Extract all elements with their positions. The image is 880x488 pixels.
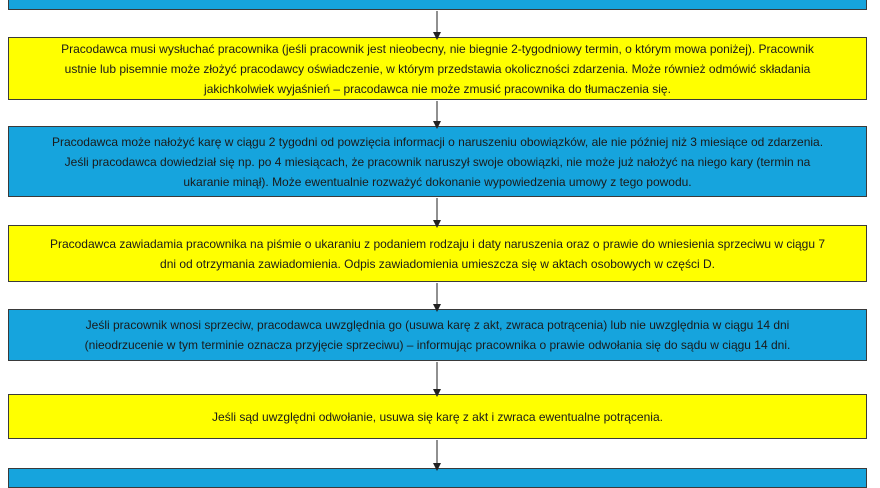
flow-step-court-appeal xyxy=(8,394,867,439)
flow-step-top-partial xyxy=(8,0,867,10)
step-text-line: Pracodawca może nałożyć karę w ciągu 2 tygodni od powzięcia informacji o naruszeniu obowiązków, ale nie później niż 3 miesiące od zdarzenia. xyxy=(51,134,824,149)
flow-step-deadline xyxy=(8,126,867,197)
step-text-line: Jeśli pracodawca dowiedział się np. po 4 miesiącach, że pracownik naruszył swoje obowiązki, nie może już nałożyć na niego kary (termin na xyxy=(64,154,811,169)
flow-step-objection xyxy=(8,309,867,361)
step-text-line: Jeśli pracownik wnosi sprzeciw, pracodawca uwzględnia go (usuwa karę z akt, zwraca potrącenia) lub nie uwzględnia w ciągu 14 dni xyxy=(85,318,790,332)
step-text-line: Pracodawca zawiadamia pracownika na piśmie o ukaraniu z podaniem rodzaju i daty naruszenia oraz o prawie do wniesienia sprzeciwu w ciągu 7 xyxy=(49,236,826,251)
flow-step-hearing xyxy=(8,37,867,100)
step-text-line: dni od otrzymania zawiadomienia. Odpis zawiadomienia umieszcza się w aktach osobowych w części D. xyxy=(160,256,715,271)
step-text-line: (nieodrzucenie w tym terminie oznacza przyjęcie sprzeciwu) – informując pracownika o prawie odwołania się do sądu w ciągu 14 dni. xyxy=(84,338,791,352)
flow-step-bottom-partial xyxy=(8,468,867,488)
flow-step-notification xyxy=(8,225,867,282)
step-text-line: ustnie lub pisemnie może złożyć pracodawcy oświadczenie, w którym przedstawia okoliczności zdarzenia. Może również odmówić składania xyxy=(64,61,811,76)
step-text-line: ukaranie minął). Może ewentualnie rozważyć dokonanie wypowiedzenia umowy z tego powodu. xyxy=(183,174,692,189)
step-text-line: Jeśli sąd uwzględni odwołanie, usuwa się karę z akt i zwraca ewentualne potrącenia. xyxy=(212,409,663,424)
step-text-line: Pracodawca musi wysłuchać pracownika (jeśli pracownik jest nieobecny, nie biegnie 2-tygodniowy termin, o którym mowa poniżej). Pracownik xyxy=(61,41,814,56)
step-text-line: jakichkolwiek wyjaśnień – pracodawca nie może zmusić pracownika do tłumaczenia się. xyxy=(204,81,671,96)
